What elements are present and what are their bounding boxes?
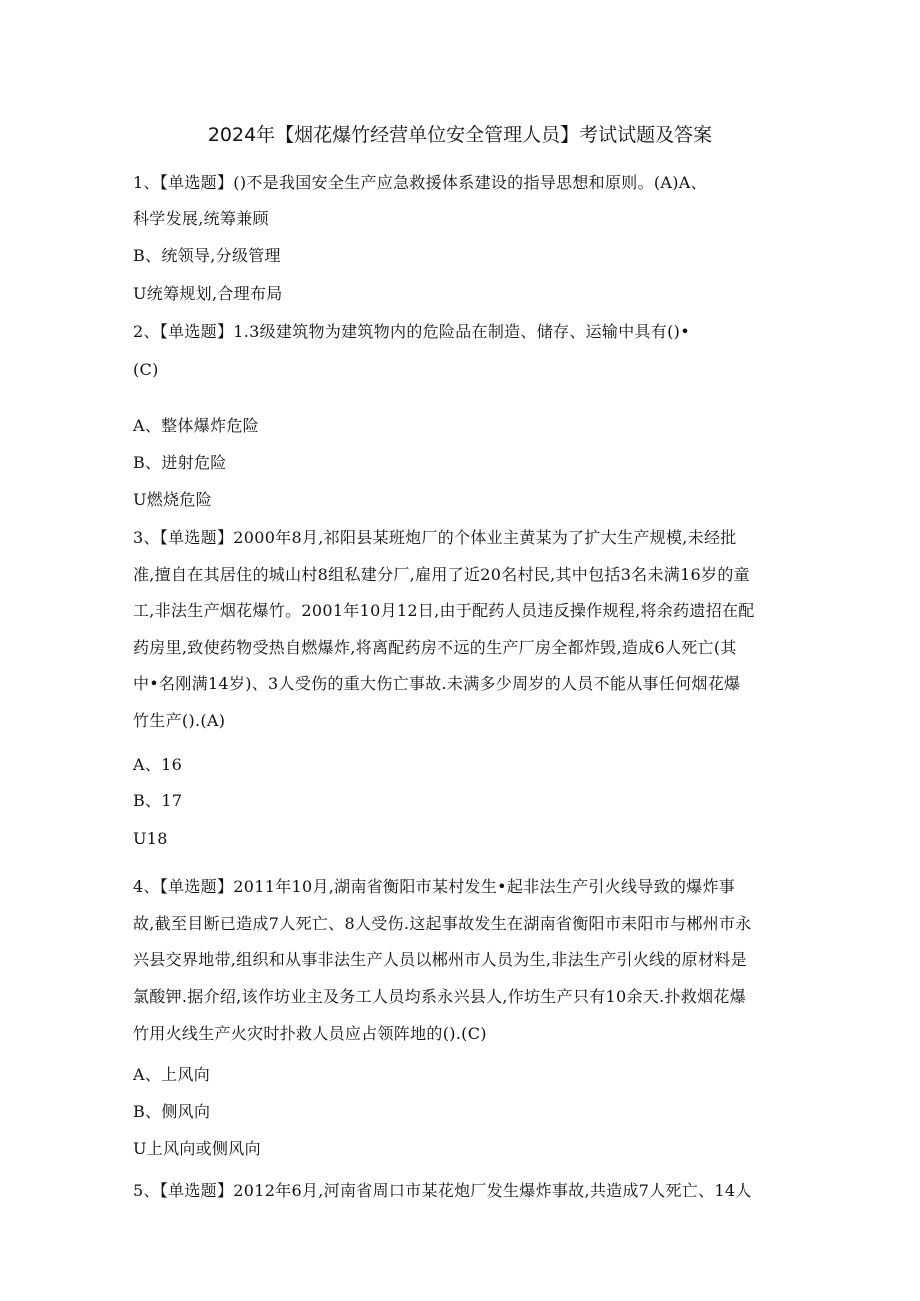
question-4-option-a: A、上风向 [133, 1065, 211, 1084]
question-2-option-b: B、迸射危险 [133, 453, 227, 472]
question-4-option-b: B、侧风向 [133, 1102, 211, 1121]
question-4-stem-line-4: 氯酸钾.据介绍,该作坊业主及务工人员均系永兴县人,作坊生产只有10余天.扑救烟花爆 [133, 987, 747, 1006]
question-1-stem-line-1: 1、【单选题】()不是我国安全生产应急救援体系建设的指导思想和原则。(A)A、 [133, 173, 707, 192]
question-3-stem-line-2: 准,擅自在其居住的城山村8组私建分厂,雇用了近20名村民,其中包括3名未满16岁的童 [133, 565, 750, 584]
question-1-option-b: B、统领导,分级管理 [133, 246, 281, 265]
document-title: 2024年【烟花爆竹经营单位安全管理人员】考试试题及答案 [207, 124, 713, 146]
question-1-option-c: U统筹规划,合理布局 [133, 284, 283, 303]
question-2-option-a: A、整体爆炸危险 [133, 416, 259, 435]
question-4-option-c: U上风向或侧风向 [133, 1139, 261, 1158]
question-4-stem-line-2: 故,截至目断已造成7人死亡、8人受伤.这起事故发生在湖南省衡阳市耒阳市与郴州市永 [133, 914, 752, 933]
question-5-stem-line-1: 5、【单选题】2012年6月,河南省周口市某花炮厂发生爆炸事故,共造成7人死亡、14人 [133, 1181, 752, 1200]
question-3-stem-line-5: 中•名刚满14岁)、3人受伤的重大伤亡事故.未满多少周岁的人员不能从事任何烟花爆 [133, 674, 741, 693]
question-4-stem-line-5: 竹用火线生产火灾时扑救人员应占领阵地的().(C) [133, 1024, 487, 1043]
question-2-option-c: U燃烧危险 [133, 490, 212, 509]
question-3-stem-line-6: 竹生产().(A) [133, 711, 226, 730]
question-2-stem-line-2: (C) [133, 360, 159, 379]
question-1-stem-line-2: 科学发展,统筹兼顾 [133, 209, 269, 228]
question-3-stem-line-1: 3、【单选题】2000年8月,祁阳县某班炮厂的个体业主黄某为了扩大生产规模,未经批 [133, 528, 737, 547]
question-4-stem-line-3: 兴县交界地带,组织和从事非法生产人员以郴州市人员为生,非法生产引火线的原材料是 [133, 950, 747, 969]
question-2-stem-line-1: 2、【单选题】1.3级建筑物为建筑物内的危险品在制造、储存、运输中具有()• [133, 322, 690, 341]
question-3-stem-line-4: 药房里,致使药物受热自燃爆炸,将离配药房不远的生产厂房全都炸毁,造成6人死亡(其 [133, 638, 737, 657]
question-3-stem-line-3: 工,非法生产烟花爆竹。2001年10月12日,由于配药人员违反操作规程,将余药遗招在配 [133, 601, 755, 620]
question-3-option-a: A、16 [133, 755, 183, 774]
question-3-option-b: B、17 [133, 791, 183, 810]
question-4-stem-line-1: 4、【单选题】2011年10月,湖南省衡阳市某村发生•起非法生产引火线导致的爆炸事 [133, 877, 736, 896]
question-3-option-c: U18 [133, 829, 168, 848]
